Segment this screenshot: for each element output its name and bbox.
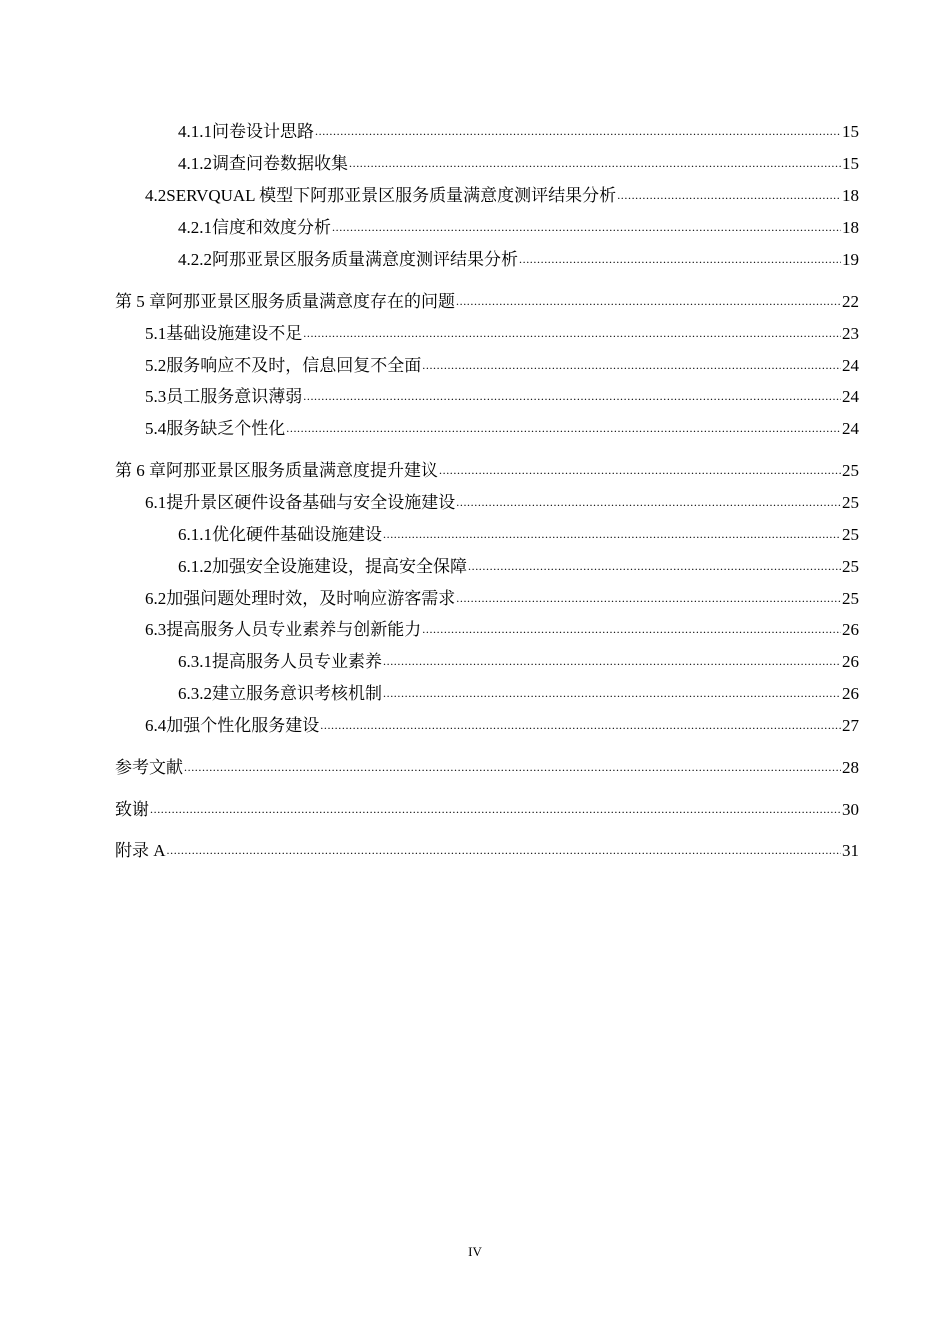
toc-entry-title: 员工服务意识薄弱 [166, 387, 303, 406]
toc-entry-page: 23 [842, 324, 859, 343]
toc-entry-number: 5.2 [145, 356, 167, 375]
toc-entry-number: 6.1.2 [178, 557, 212, 576]
page-footer [0, 1244, 950, 1260]
toc-entry-page: 28 [842, 758, 859, 777]
toc-entry-page: 18 [842, 218, 859, 237]
toc-entry-number: 5.4 [145, 419, 167, 438]
toc-entry-number: 4.1.2 [178, 154, 212, 173]
toc-entry-number: 6.4 [145, 716, 167, 735]
dot-leader [456, 495, 841, 509]
dot-leader [320, 718, 841, 732]
toc-entry-page: 26 [842, 620, 859, 639]
toc-entry-number: 第 6 章 [115, 461, 166, 480]
toc-entry-page: 18 [842, 186, 859, 205]
toc-entry[interactable] [0, 680, 859, 704]
toc-entry[interactable] [0, 320, 859, 344]
toc-entry-title: 调查问卷数据收集 [212, 154, 348, 173]
toc-entry-title: 致谢 [115, 800, 149, 819]
toc-entry-title: 问卷设计思路 [212, 122, 314, 141]
toc-entry-chapter[interactable] [0, 457, 859, 481]
dot-leader [184, 760, 841, 774]
toc-entry-acknowledgements[interactable] [0, 796, 859, 820]
dot-leader [315, 124, 841, 138]
toc-entry[interactable] [0, 415, 859, 439]
toc-entry-page: 24 [842, 387, 859, 406]
toc-entry-number: 6.1 [145, 493, 167, 512]
dot-leader [422, 358, 841, 372]
toc-entry-page: 30 [842, 800, 859, 819]
toc-entry[interactable] [0, 648, 859, 672]
toc-entry-page: 15 [842, 122, 859, 141]
toc-entry-number: 4.1.1 [178, 122, 212, 141]
toc-entry[interactable] [0, 182, 859, 206]
toc-entry-title: 提高服务人员专业素养与创新能力 [166, 620, 422, 639]
toc-entry[interactable] [0, 712, 859, 736]
dot-leader [468, 559, 841, 573]
toc-entry-page: 25 [842, 493, 859, 512]
toc-entry-title: 提高服务人员专业素养 [212, 652, 382, 671]
toc-entry-chapter[interactable] [0, 288, 859, 312]
toc-entry-number: 5.3 [145, 387, 167, 406]
toc-entry-number: 6.3 [145, 620, 167, 639]
toc-entry-number: 6.3.2 [178, 684, 212, 703]
dot-leader [303, 326, 841, 340]
toc-entry[interactable] [0, 585, 859, 609]
toc-entry-title: 建立服务意识考核机制 [212, 684, 382, 703]
toc-entry-title: SERVQUAL 模型下阿那亚景区服务质量满意度测评结果分析 [166, 186, 617, 205]
toc-entry-number: 4.2 [145, 186, 167, 205]
dot-leader [150, 802, 841, 816]
toc-entry-references[interactable] [0, 754, 859, 778]
toc-entry-title: 提升景区硬件设备基础与安全设施建设 [166, 493, 456, 512]
dot-leader [303, 389, 841, 403]
toc-entry-number: 6.3.1 [178, 652, 212, 671]
dot-leader [456, 591, 841, 605]
toc-entry-title: 阿那亚景区服务质量满意度提升建议 [166, 461, 438, 480]
toc-entry-page: 31 [842, 841, 859, 860]
toc-entry[interactable] [0, 489, 859, 513]
dot-leader [439, 463, 841, 477]
toc-entry[interactable] [0, 383, 859, 407]
dot-leader [286, 421, 841, 435]
toc-entry-title: 服务响应不及时，信息回复不全面 [166, 356, 422, 375]
toc-entry-page: 25 [842, 461, 859, 480]
page-number: IV [468, 1244, 482, 1259]
toc-entry-number: 4.2.1 [178, 218, 212, 237]
toc-entry-title: 参考文献 [115, 758, 183, 777]
toc-entry-page: 22 [842, 292, 859, 311]
toc-entry[interactable] [0, 214, 859, 238]
dot-leader [383, 527, 841, 541]
toc-entry-page: 19 [842, 250, 859, 269]
toc-entry-page: 26 [842, 652, 859, 671]
toc-entry-page: 25 [842, 589, 859, 608]
dot-leader [332, 220, 841, 234]
toc-entry-title: 加强安全设施建设，提高安全保障 [212, 557, 467, 576]
dot-leader [167, 843, 841, 857]
dot-leader [383, 686, 841, 700]
toc-entry-title: 附录 A [115, 841, 166, 860]
toc-entry-title: 信度和效度分析 [212, 218, 331, 237]
toc-entry[interactable] [0, 352, 859, 376]
toc-entry-page: 25 [842, 557, 859, 576]
toc-entry-page: 25 [842, 525, 859, 544]
toc-entry[interactable] [0, 118, 859, 142]
dot-leader [383, 654, 841, 668]
toc-entry-number: 6.2 [145, 589, 167, 608]
toc-entry-page: 24 [842, 419, 859, 438]
dot-leader [349, 156, 841, 170]
toc-entry-page: 15 [842, 154, 859, 173]
toc-entry-title: 基础设施建设不足 [166, 324, 303, 343]
toc-entry-title: 优化硬件基础设施建设 [212, 525, 382, 544]
toc-entry-number: 第 5 章 [115, 292, 166, 311]
toc-entry-title: 阿那亚景区服务质量满意度存在的问题 [166, 292, 455, 311]
dot-leader [519, 252, 841, 266]
toc-entry-title: 阿那亚景区服务质量满意度测评结果分析 [212, 250, 518, 269]
toc-entry-page: 26 [842, 684, 859, 703]
toc-entry-title: 加强问题处理时效，及时响应游客需求 [166, 589, 456, 608]
toc-entry-number: 6.1.1 [178, 525, 212, 544]
dot-leader [456, 294, 841, 308]
toc-entry-page: 24 [842, 356, 859, 375]
dot-leader [422, 622, 841, 636]
toc-entry-number: 5.1 [145, 324, 167, 343]
toc-entry-title: 加强个性化服务建设 [166, 716, 320, 735]
toc-entry[interactable] [0, 150, 859, 174]
toc-entry[interactable] [0, 521, 859, 545]
toc-entry-title: 服务缺乏个性化 [166, 419, 286, 438]
toc-entry-number: 4.2.2 [178, 250, 212, 269]
toc-entry[interactable] [0, 246, 859, 270]
toc-entry-page: 27 [842, 716, 859, 735]
dot-leader [617, 188, 841, 202]
toc-entry[interactable] [0, 616, 859, 640]
toc-entry-appendix[interactable] [0, 837, 859, 861]
toc-entry[interactable] [0, 553, 859, 577]
